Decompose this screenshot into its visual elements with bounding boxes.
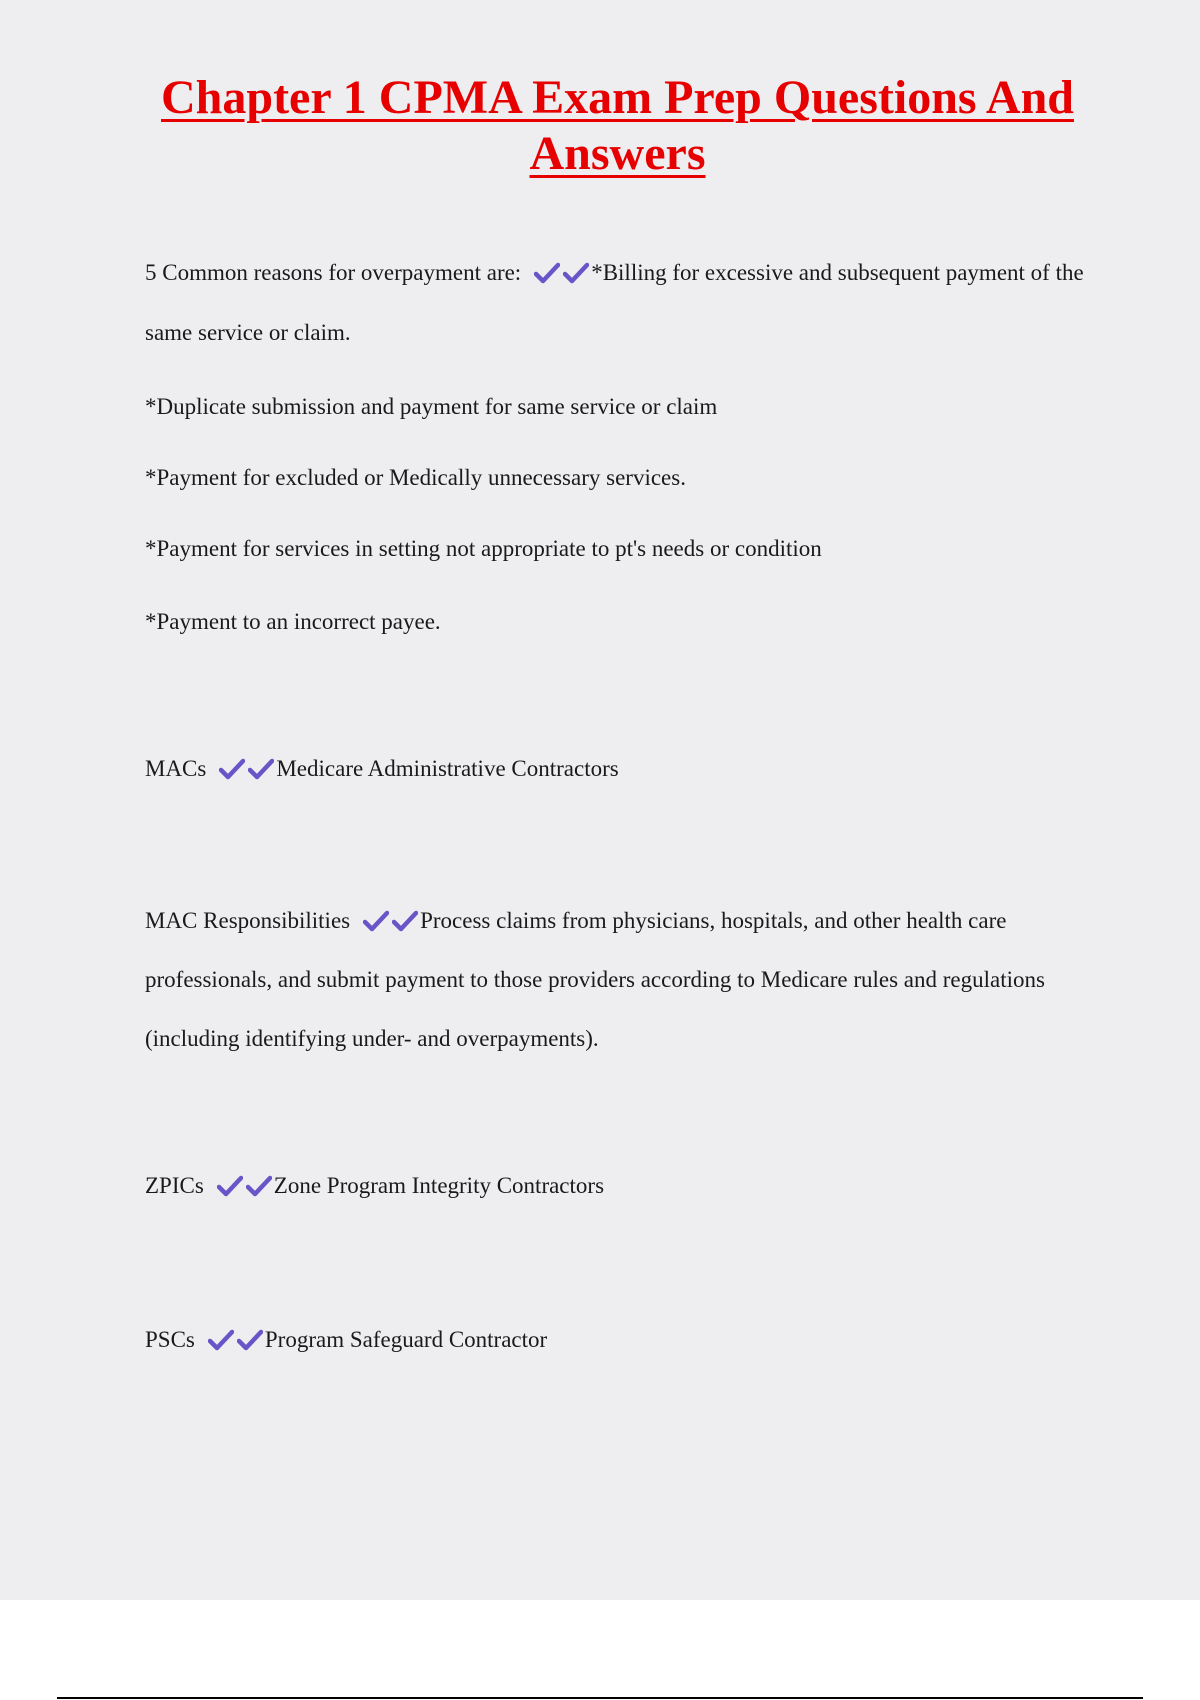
question-term: ZPICs (145, 1173, 204, 1198)
answer-text: Medicare Administrative Contractors (276, 756, 619, 781)
answer-text: Program Safeguard Contractor (264, 1327, 548, 1352)
answer-marker (216, 754, 274, 784)
question-term: 5 Common reasons for overpayment are: (145, 260, 522, 285)
check-icon (392, 910, 418, 932)
answer-marker (360, 891, 418, 950)
qa-item-pscs (145, 1325, 1085, 1355)
answer-text: *Billing for excessive and subsequent payment of the same service or claim. (145, 260, 1084, 345)
footer-divider (57, 1697, 1143, 1699)
question-term: PSCs (145, 1327, 195, 1352)
answer-marker (531, 243, 589, 303)
answer-text: Process claims from physicians, hospitals, and other health care professionals, and submit payment to those providers according to Medicare rules and regulations (including identifying under- and overpayments). (145, 908, 1045, 1051)
answer-line: *Duplicate submission and payment for same service or claim (145, 394, 718, 419)
qa-item-macs (145, 754, 1085, 784)
check-icon (246, 1175, 272, 1197)
qa-item-mac-responsibilities (145, 891, 1085, 1068)
check-icon (237, 1329, 263, 1351)
answer-text: Zone Program Integrity Contractors (273, 1173, 605, 1198)
answer-line: *Payment for excluded or Medically unnecessary services. (145, 465, 686, 490)
check-icon (363, 910, 389, 932)
qa-item-overpayment (145, 243, 1085, 363)
document-title: Chapter 1 CPMA Exam Prep Questions And Answers (161, 71, 1074, 180)
answer-line: *Payment for services in setting not appropriate to pt's needs or condition (145, 536, 822, 561)
check-icon (534, 262, 560, 284)
qa-item-zpics (145, 1171, 1085, 1201)
check-icon (208, 1329, 234, 1351)
check-icon (563, 262, 589, 284)
check-icon (217, 1175, 243, 1197)
answer-line: *Payment to an incorrect payee. (145, 609, 441, 634)
check-icon (248, 758, 274, 780)
check-icon (219, 758, 245, 780)
answer-marker (205, 1325, 263, 1355)
question-term: MAC Responsibilities (145, 908, 351, 933)
answer-marker (214, 1171, 272, 1201)
question-term: MACs (145, 756, 207, 781)
